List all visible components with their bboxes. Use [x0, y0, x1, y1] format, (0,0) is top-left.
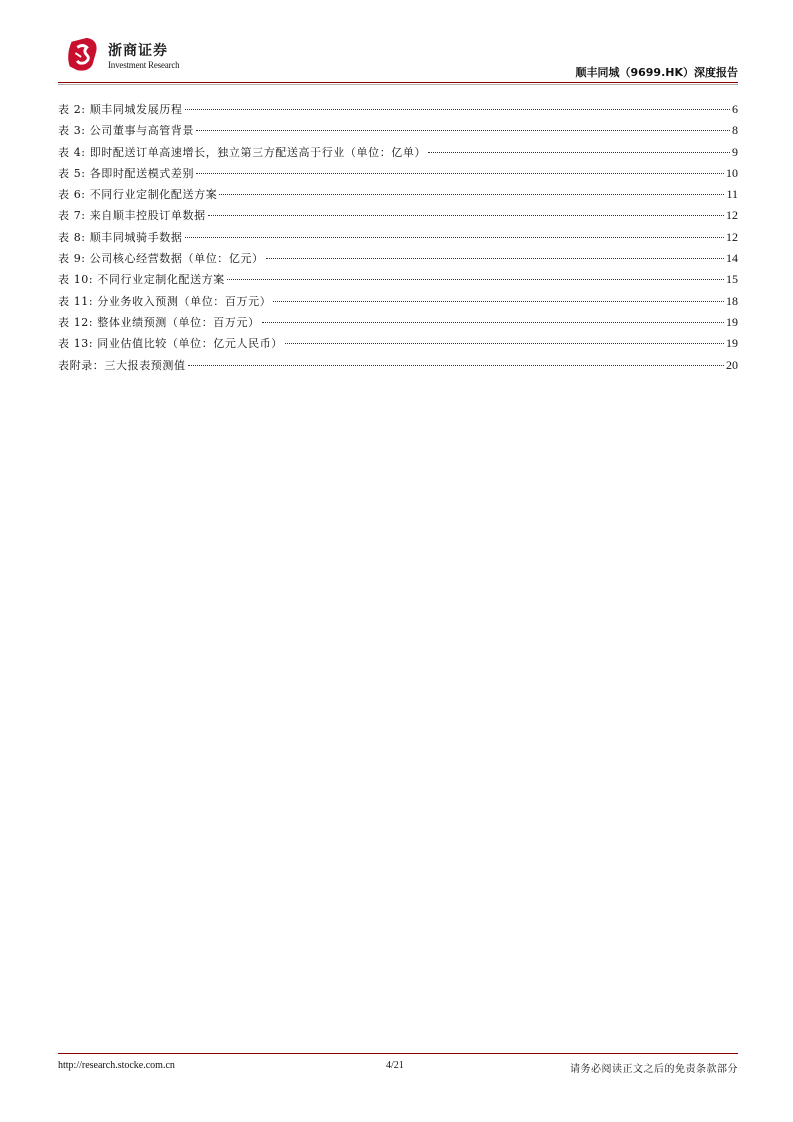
toc-entry-page: 10 — [726, 165, 738, 180]
toc-entry-label: 表 11: 分业务收入预测（单位：百万元） — [58, 294, 272, 308]
logo-english-text: Investment Research — [108, 60, 180, 70]
toc-entry-label: 表 3: 公司董事与高管背景 — [58, 124, 195, 138]
toc-entry-label: 表 6: 不同行业定制化配送方案 — [58, 188, 218, 202]
toc-entry[interactable] — [58, 333, 738, 354]
toc-entry[interactable] — [58, 142, 738, 163]
table-of-contents — [58, 99, 738, 376]
toc-entry-page: 18 — [726, 293, 738, 308]
footer-divider — [58, 1053, 738, 1054]
toc-entry-page: 15 — [726, 272, 738, 287]
toc-leader-dots — [273, 301, 724, 302]
toc-entry-page: 6 — [732, 102, 738, 116]
toc-entry-label: 表 5: 各即时配送模式差别 — [58, 166, 195, 180]
toc-entry[interactable] — [58, 99, 738, 120]
toc-entry[interactable] — [58, 120, 738, 141]
footer-url-link[interactable]: http://research.stocke.com.cn — [58, 1060, 175, 1071]
toc-entry-label: 表 10: 不同行业定制化配送方案 — [58, 273, 225, 287]
toc-leader-dots — [196, 173, 724, 174]
toc-entry-label: 表附录：三大报表预测值 — [58, 358, 186, 372]
toc-entry[interactable] — [58, 312, 738, 333]
header-divider — [58, 82, 738, 83]
toc-leader-dots — [428, 152, 730, 153]
toc-leader-dots — [262, 322, 724, 323]
toc-entry-label: 表 12: 整体业绩预测（单位：百万元） — [58, 315, 260, 329]
toc-entry-label: 表 2: 顺丰同城发展历程 — [58, 103, 183, 116]
toc-leader-dots — [188, 365, 724, 366]
toc-entry-page: 11 — [726, 187, 738, 202]
toc-entry[interactable] — [58, 269, 738, 290]
toc-entry-label: 表 4: 即时配送订单高速增长，独立第三方配送高于行业（单位：亿单） — [58, 145, 427, 159]
toc-entry[interactable] — [58, 205, 738, 226]
toc-leader-dots — [266, 258, 724, 259]
toc-entry-label: 表 7: 来自顺丰控股订单数据 — [58, 209, 206, 223]
page-header — [58, 36, 738, 84]
toc-entry[interactable] — [58, 227, 738, 248]
header-divider-secondary — [58, 84, 738, 85]
toc-leader-dots — [185, 237, 725, 238]
toc-entry-label: 表 13: 同业估值比较（单位：亿元人民币） — [58, 337, 283, 351]
toc-entry-page: 9 — [732, 144, 738, 159]
toc-entry-page: 19 — [726, 336, 738, 351]
toc-leader-dots — [208, 215, 724, 216]
logo-chinese-text: 浙商证券 — [108, 43, 168, 59]
toc-entry[interactable] — [58, 184, 738, 205]
toc-leader-dots — [185, 109, 731, 110]
toc-entry[interactable] — [58, 248, 738, 269]
toc-entry-label: 表 8: 顺丰同城骑手数据 — [58, 230, 183, 244]
toc-entry-page: 14 — [726, 251, 738, 266]
toc-entry[interactable] — [58, 291, 738, 312]
footer-page-number: 4/21 — [386, 1060, 404, 1071]
toc-entry-page: 19 — [726, 314, 738, 329]
toc-leader-dots — [285, 343, 724, 344]
toc-entry-page: 12 — [726, 208, 738, 223]
toc-entry[interactable] — [58, 163, 738, 184]
toc-entry-page: 12 — [726, 229, 738, 244]
footer-disclaimer: 请务必阅读正文之后的免责条款部分 — [570, 1064, 738, 1075]
toc-entry-label: 表 9: 公司核心经营数据（单位：亿元） — [58, 252, 264, 266]
toc-leader-dots — [196, 130, 730, 131]
report-title: 顺丰同城（9699.HK）深度报告 — [575, 66, 738, 79]
toc-entry[interactable] — [58, 355, 738, 376]
toc-entry-page: 20 — [726, 357, 738, 372]
toc-leader-dots — [227, 279, 724, 280]
toc-entry-page: 8 — [732, 123, 738, 138]
toc-leader-dots — [219, 194, 724, 195]
zheshang-logo-icon — [64, 36, 102, 74]
